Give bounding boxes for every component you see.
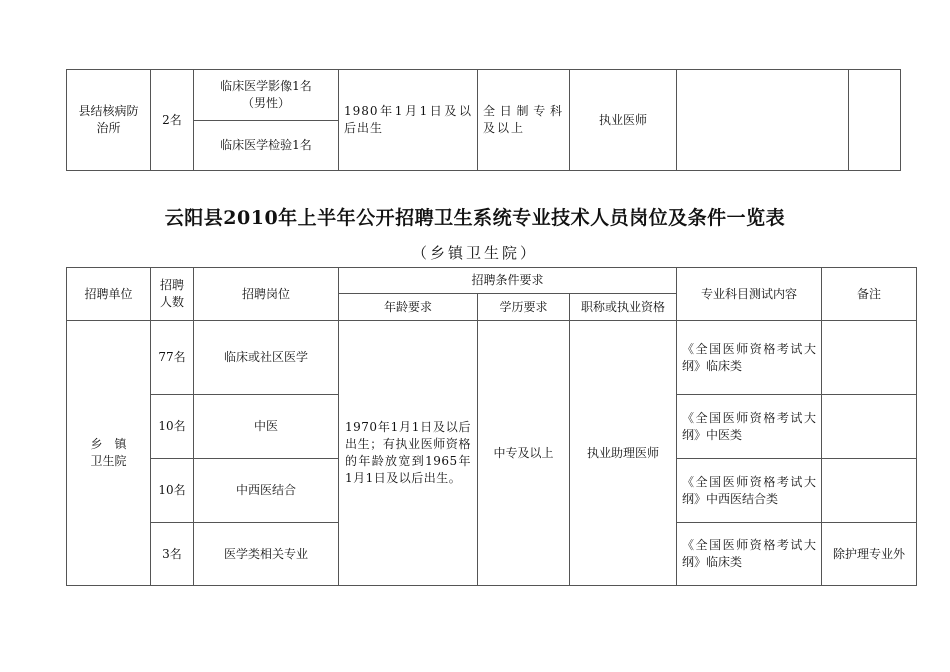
header-test: 专业科目测试内容 (700, 286, 797, 301)
row-test: 《全国医师资格考试大纲》临床类 (682, 538, 816, 569)
top-qualification: 执业医师 (598, 112, 647, 127)
header-education: 学历要求 (499, 299, 548, 314)
main-education: 中专及以上 (493, 445, 554, 460)
page-title: 云阳县2010年上半年公开招聘卫生系统专业技术人员岗位及条件一览表 (164, 207, 786, 229)
top-education: 全日制专科及以上 (483, 104, 564, 135)
header-count: 招聘 人数 (159, 278, 184, 309)
row-count: 77名 (158, 350, 186, 364)
top-position-2: 临床医学检验1名 (220, 138, 312, 152)
top-note (849, 70, 900, 170)
main-col-line (916, 267, 917, 586)
row-note (822, 459, 916, 522)
top-count: 2名 (162, 112, 182, 127)
main-age: 1970年1月1日及以后出生；有执业医师资格的年龄放宽到1965年1月1日及以后出生。 (345, 420, 471, 485)
header-position: 招聘岗位 (241, 286, 290, 301)
top-position-1: 临床医学影像1名 （男性） (220, 79, 312, 110)
row-position: 医学类相关专业 (223, 546, 308, 561)
row-note (822, 395, 916, 458)
row-note (822, 321, 916, 394)
row-count: 10名 (158, 419, 186, 433)
row-note: 除护理专业外 (832, 546, 905, 561)
top-unit: 县结核病防 治所 (78, 104, 139, 135)
header-qualification: 职称或执业资格 (580, 299, 665, 314)
row-test: 《全国医师资格考试大纲》中医类 (682, 410, 816, 442)
row-count: 10名 (158, 483, 186, 497)
header-conditions: 招聘条件要求 (471, 273, 544, 287)
header-unit: 招聘单位 (84, 286, 133, 301)
top-age: 1980年1月1日及以后出生 (344, 104, 472, 135)
row-position: 临床或社区医学 (223, 350, 308, 364)
top-test (677, 70, 848, 170)
row-test: 《全国医师资格考试大纲》中西医结合类 (682, 474, 816, 506)
main-unit: 乡 镇 卫生院 (90, 437, 127, 468)
page-subtitle: （乡镇卫生院） (411, 244, 538, 262)
header-age: 年龄要求 (383, 299, 432, 314)
row-count: 3名 (162, 546, 182, 561)
header-note: 备注 (856, 286, 881, 301)
row-position: 中医 (253, 419, 278, 433)
main-qualification: 执业助理医师 (586, 445, 659, 460)
row-position: 中西医结合 (235, 483, 296, 497)
top-table-border-bottom (66, 170, 901, 171)
row-test: 《全国医师资格考试大纲》临床类 (682, 341, 816, 373)
top-table-col-line (900, 69, 901, 171)
